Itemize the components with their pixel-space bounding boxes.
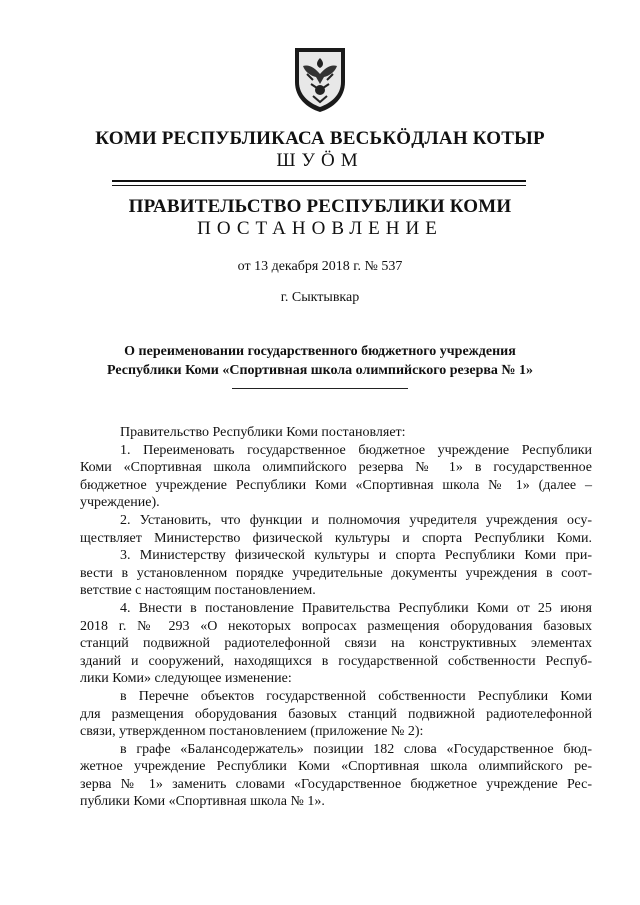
komi-government-title: КОМИ РЕСПУБЛИКАСА ВЕСЬКӦДЛАН КОТЫР (95, 128, 545, 149)
document-city: г. Сыктывкар (280, 290, 360, 305)
body-line: в Перечне объектов государственной собственности Республики Коми (120, 688, 592, 704)
body-line: станций подвижной радиотелефонной связи на конструктивных элементах (80, 636, 592, 652)
komi-decree-word: ШУӦМ (276, 150, 364, 171)
body-line: 3. Министерству физической культуры и спорта Республики Коми при- (120, 548, 592, 564)
body-line: связи, утвержденном постановлением (приложение № 2): (80, 724, 424, 740)
body-line: ществляет Министерство физической культуры и спорта Республики Коми. (80, 530, 592, 546)
body-line: ветствие с настоящим постановлением. (80, 583, 316, 599)
subject-underline (232, 388, 408, 389)
body-line: 2018 г. № 293 «О некоторых вопросах размещения оборудования базовых (80, 618, 592, 634)
body-line: для размещения оборудования базовых станций подвижной радиотелефонной (80, 706, 592, 722)
body-line: жетное учреждение Республики Коми «Спортивная школа олимпийского ре- (80, 759, 592, 775)
body-line: вести в установленном порядке учредительные документы учреждения в соот- (80, 565, 592, 581)
document-body (80, 424, 592, 811)
header-divider-thick (112, 180, 526, 182)
body-line: публики Коми «Спортивная школа № 1». (80, 794, 325, 810)
body-line: учреждение). (80, 495, 160, 511)
body-line: бюджетное учреждение Республики Коми «Спортивная школа № 1» (далее – (80, 477, 592, 493)
body-line: Коми «Спортивная школа олимпийского резерва № 1» в государственное (80, 460, 592, 476)
subject-line: Республики Коми «Спортивная школа олимпийского резерва № 1» (107, 363, 533, 378)
russian-government-title: ПРАВИТЕЛЬСТВО РЕСПУБЛИКИ КОМИ (128, 196, 512, 217)
document-date-number: от 13 декабря 2018 г. № 537 (237, 259, 403, 274)
body-line: зданий и сооружений, находящихся в государственной собственности Респуб- (80, 653, 592, 669)
body-line: 2. Установить, что функции и полномочия учредителя учреждения осу- (120, 512, 592, 528)
body-line: Правительство Республики Коми постановляет: (120, 425, 406, 440)
komi-coat-of-arms-icon (289, 44, 351, 114)
body-line: лики Коми» следующее изменение: (80, 671, 292, 687)
document-type-title: ПОСТАНОВЛЕНИЕ (197, 218, 443, 239)
body-line: зерва № 1» заменить словами «Государственное бюджетное учреждение Рес- (80, 776, 592, 792)
body-line: в графе «Балансодержатель» позиции 182 слова «Государственное бюд- (120, 741, 592, 757)
subject-line: О переименовании государственного бюджетного учреждения (124, 344, 516, 359)
header-divider-thin (112, 185, 526, 186)
document-subject (96, 342, 544, 380)
body-line: 1. Переименовать государственное бюджетное учреждение Республики (120, 442, 592, 458)
body-line: 4. Внести в постановление Правительства Республики Коми от 25 июня (120, 600, 592, 616)
